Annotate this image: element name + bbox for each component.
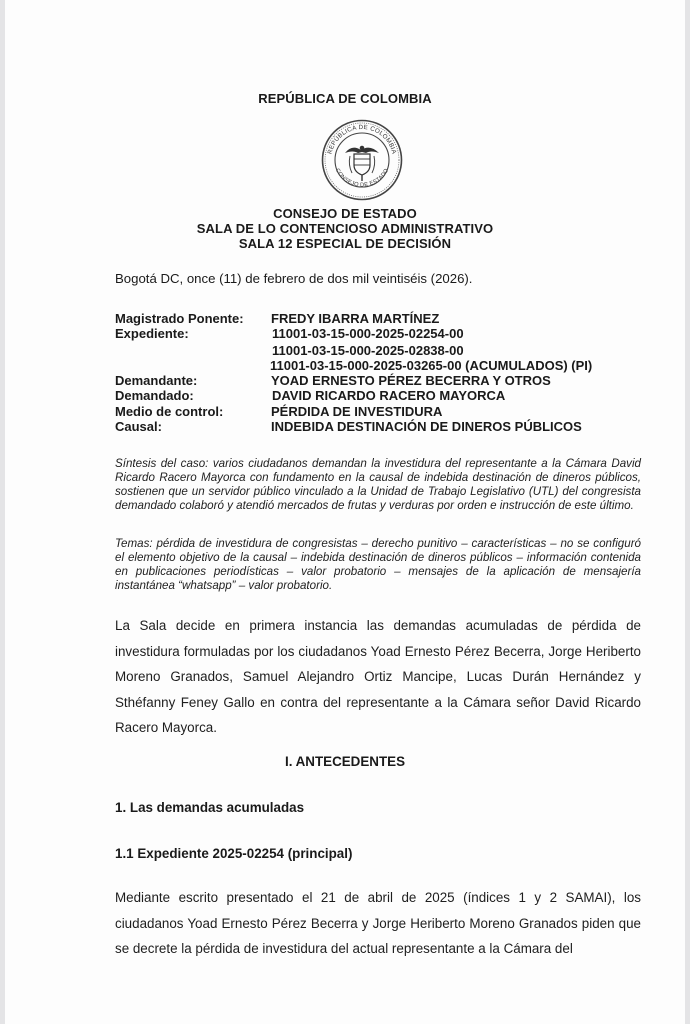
magistrado-label: Magistrado Ponente:: [115, 311, 244, 326]
demandado-value: DAVID RICARDO RACERO MAYORCA: [272, 388, 506, 403]
expediente-value-2: 11001-03-15-000-2025-02838-00: [272, 343, 464, 358]
svg-text:REPÚBLICA DE COLOMBIA: REPÚBLICA DE COLOMBIA: [326, 123, 398, 155]
svg-text:CONSEJO DE ESTADO: CONSEJO DE ESTADO: [333, 167, 391, 189]
demandante-label: Demandante:: [115, 373, 198, 388]
expediente-label: Expediente:: [115, 326, 189, 341]
intro-paragraph: La Sala decide en primera instancia las demandas acumuladas de pérdida de investidura formuladas por los ciudadanos Yoad Ernesto Pérez Becerra, Jorge Heriberto Moreno Granados, Samuel Alejandro Ortiz Mancipe, Lucas Durán Hernández y Sthéfanny Feney Gallo en contra del representante a la Cámara señor David Ricardo Racero Mayorca.: [115, 618, 641, 735]
causal-value: INDEBIDA DESTINACIÓN DE DINEROS PÚBLICOS: [271, 419, 582, 434]
chamber-heading: SALA DE LO CONTENCIOSO ADMINISTRATIVO: [196, 221, 494, 236]
date-line: Bogotá DC, once (11) de febrero de dos mil veintiséis (2026).: [115, 271, 473, 286]
coat-of-arms-seal-icon: [321, 119, 403, 201]
antecedentes-heading: I. ANTECEDENTES: [284, 754, 406, 769]
magistrado-value: FREDY IBARRA MARTÍNEZ: [271, 311, 440, 326]
medio-control-label: Medio de control:: [115, 404, 224, 419]
section-heading: SALA 12 ESPECIAL DE DECISIÓN: [238, 236, 452, 251]
demandante-value: YOAD ERNESTO PÉREZ BECERRA Y OTROS: [271, 373, 551, 388]
demandado-label: Demandado:: [115, 388, 194, 403]
court-heading: CONSEJO DE ESTADO: [273, 206, 417, 221]
final-paragraph: Mediante escrito presentado el 21 de abril de 2025 (índices 1 y 2 SAMAI), los ciudadanos Yoad Ernesto Pérez Becerra y Jorge Heriberto Moreno Granados piden que se decrete la pérdida de investidura del actual representante a la Cámara del: [115, 890, 641, 956]
expediente-principal-heading: 1.1 Expediente 2025-02254 (principal): [115, 846, 353, 861]
medio-control-value: PÉRDIDA DE INVESTIDURA: [271, 404, 443, 419]
demandas-heading: 1. Las demandas acumuladas: [115, 800, 305, 815]
causal-label: Causal:: [115, 419, 162, 434]
expediente-value-3: 11001-03-15-000-2025-03265-00 (ACUMULADOS) (PI): [270, 358, 593, 373]
case-synthesis: Síntesis del caso: varios ciudadanos demandan la investidura del representante a la Cámara David Ricardo Racero Mayorca con fundamento en la causal de indebida destinación de dineros públicos, sostienen que un servidor público vinculado a la Unidad de Trabajo Legislativo (UTL) del congresista demandado colaboró y atendió mercados de frutas y verduras por orden e instrucción de este último.: [115, 457, 641, 512]
case-topics: Temas: pérdida de investidura de congresistas – derecho punitivo – características – no se configuró el elemento objetivo de la causal – indebida destinación de dineros públicos – información contenida en publicaciones periodísticas – valor probatorio – mensajes de la aplicación de mensajería instantánea “whatsapp” – valor probatorio.: [115, 537, 641, 592]
country-heading: REPÚBLICA DE COLOMBIA: [258, 91, 432, 106]
expediente-value-1: 11001-03-15-000-2025-02254-00: [272, 326, 464, 341]
